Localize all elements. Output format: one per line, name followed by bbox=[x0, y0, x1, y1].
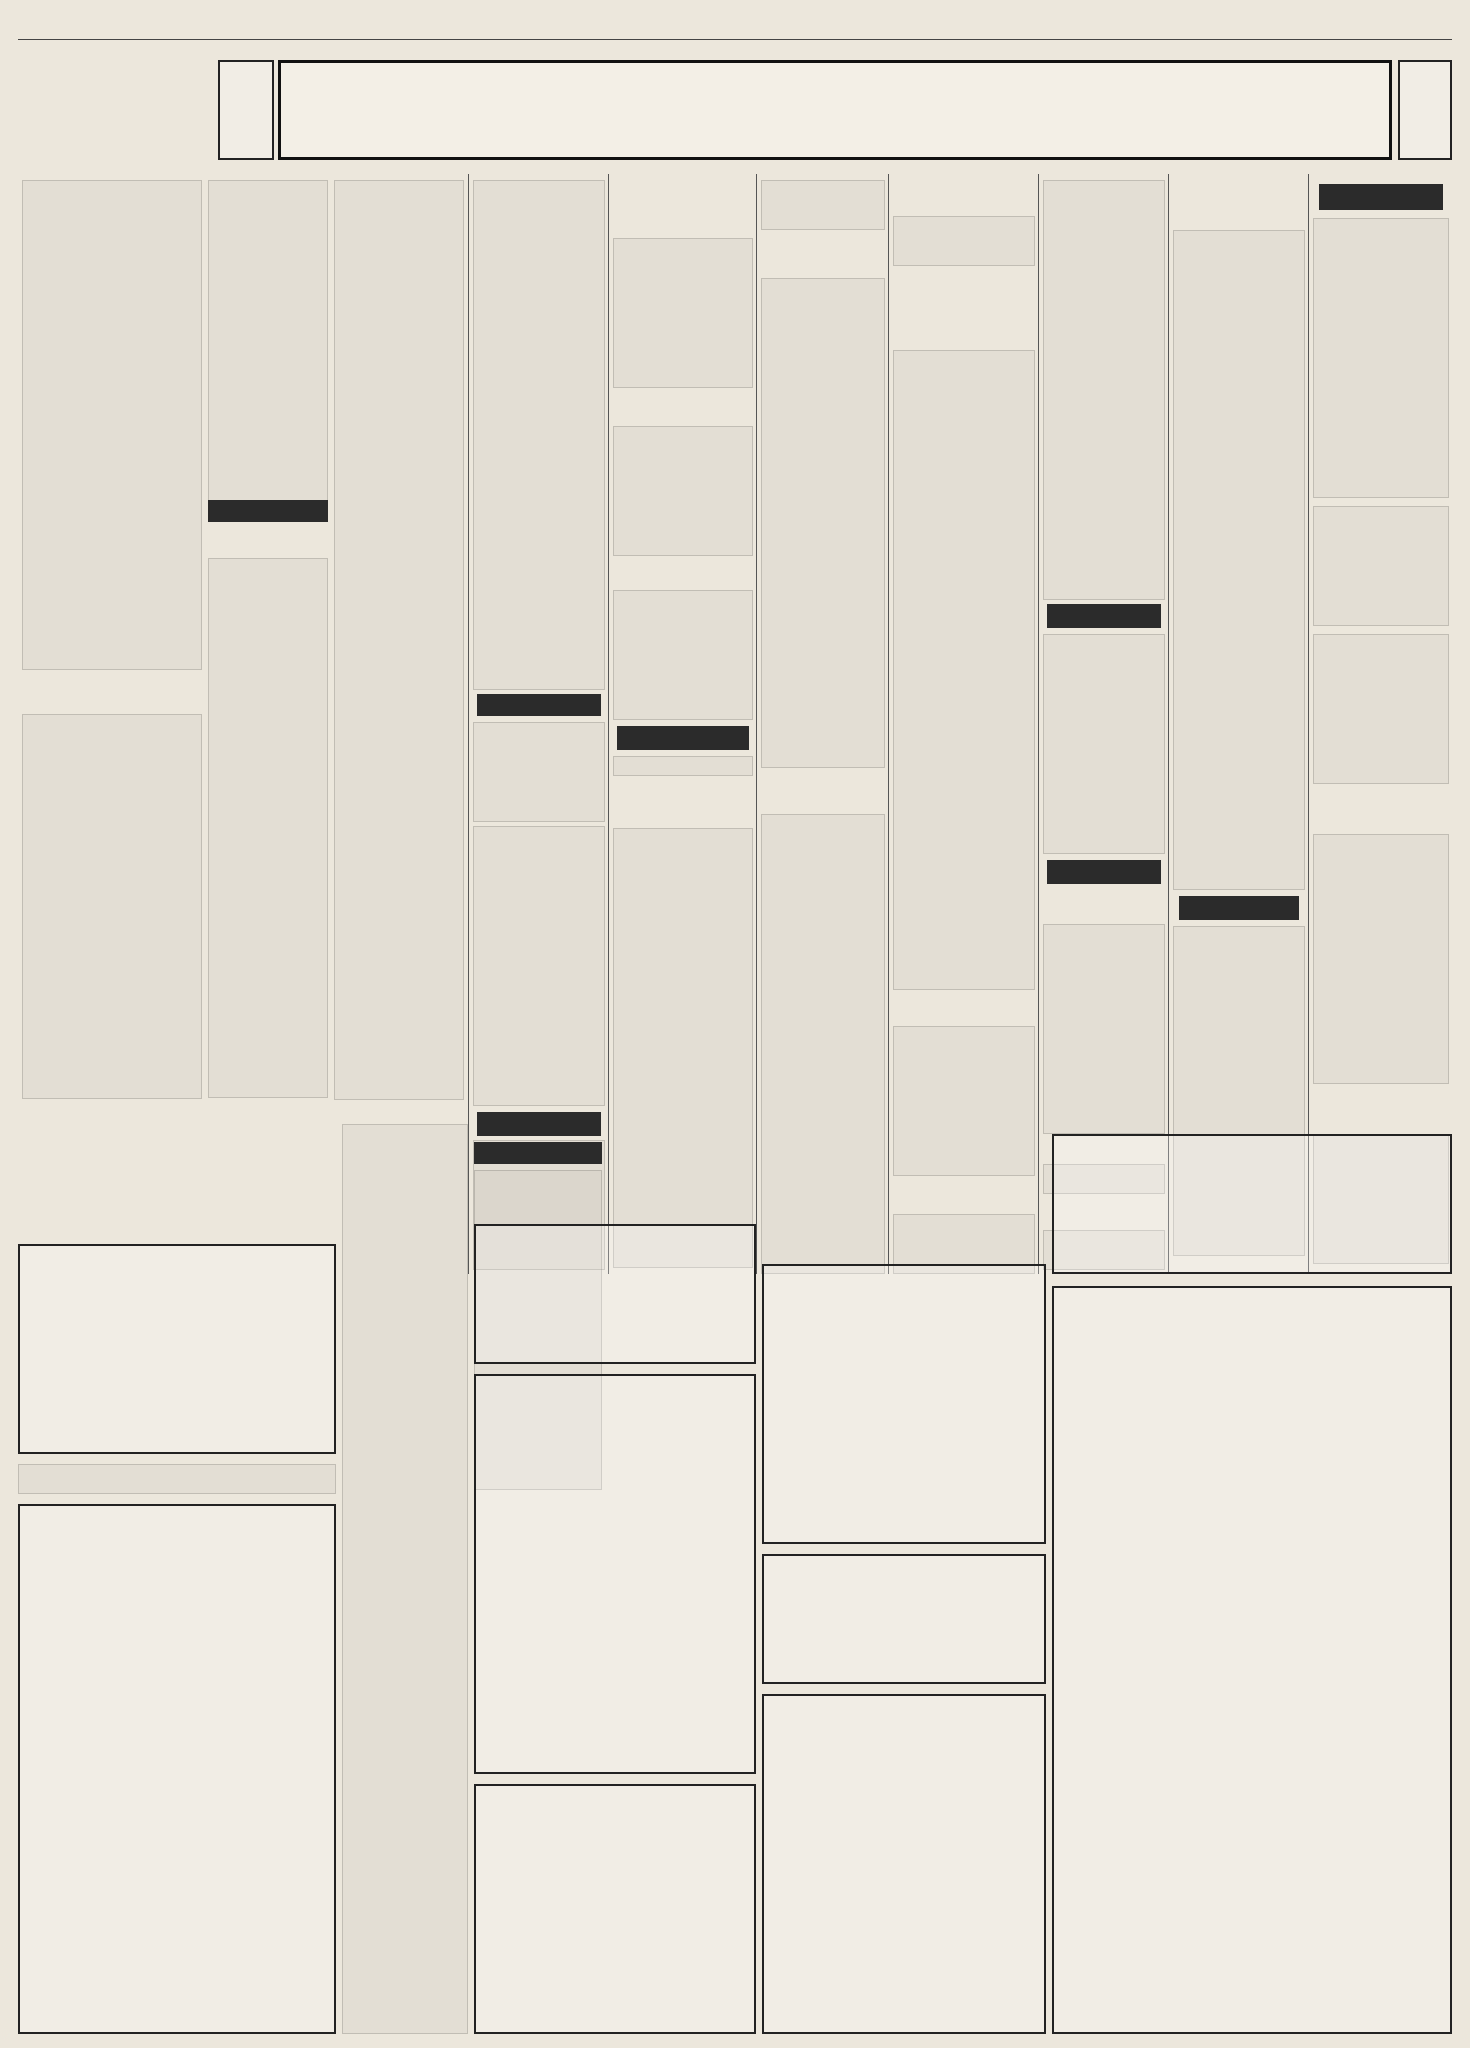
heading-forush-automobil bbox=[617, 726, 749, 750]
ad-estekhdam-table bbox=[1052, 1286, 1452, 2034]
ad-siemens-box bbox=[18, 1504, 336, 2034]
heading-kharid bbox=[1319, 1094, 1443, 1128]
ad-block bbox=[1313, 218, 1449, 498]
heading-television bbox=[1047, 890, 1161, 918]
jav-title bbox=[617, 782, 749, 822]
banner-illustration-left bbox=[218, 60, 274, 160]
heading-yakhchal bbox=[617, 562, 749, 586]
ad-block bbox=[613, 238, 753, 388]
ad-block bbox=[613, 590, 753, 720]
ad-block bbox=[1043, 924, 1165, 1134]
ad-block bbox=[18, 1464, 336, 1494]
ad-block bbox=[1313, 834, 1449, 1084]
ad-estekhdam-kashan bbox=[474, 1374, 756, 1774]
ad-owqaf bbox=[474, 1784, 756, 2034]
ad-block bbox=[208, 558, 328, 1098]
ad-jeep-block bbox=[762, 1554, 1046, 1684]
philips-title bbox=[897, 994, 1031, 1022]
ad-block bbox=[613, 828, 753, 1268]
column-2 bbox=[1168, 174, 1308, 1274]
ad-block bbox=[22, 714, 202, 1099]
ad-block bbox=[761, 278, 885, 768]
ad-construction-box bbox=[474, 1224, 756, 1364]
banner-illustration-right bbox=[1398, 60, 1452, 160]
ad-block bbox=[473, 722, 605, 822]
iran-electronic-title bbox=[897, 186, 1031, 212]
heading-mashin-alat bbox=[208, 500, 328, 522]
heading-gallery-farsh bbox=[1179, 188, 1299, 224]
heading-mobl-dekorasion bbox=[1179, 896, 1299, 920]
ad-block bbox=[342, 1124, 468, 2034]
ad-block bbox=[613, 756, 753, 776]
newspaper-page bbox=[18, 14, 1452, 2034]
ad-monaqese bbox=[762, 1694, 1046, 2034]
column-3 bbox=[1038, 174, 1168, 1274]
shufaj-title bbox=[617, 188, 749, 232]
column-4 bbox=[888, 174, 1038, 1274]
ad-block bbox=[22, 180, 202, 670]
heading-tv-antenna bbox=[1047, 604, 1161, 628]
ad-sadi-workshop bbox=[762, 1264, 1046, 1544]
column-8 bbox=[18, 174, 468, 1274]
heading-tamirat bbox=[1047, 860, 1161, 884]
ad-block bbox=[473, 826, 605, 1106]
heading-estekhdam bbox=[477, 1112, 601, 1136]
ad-block bbox=[1043, 180, 1165, 600]
ad-block bbox=[761, 180, 885, 230]
column-5 bbox=[756, 174, 888, 1274]
ad-block bbox=[208, 180, 328, 520]
ad-block bbox=[893, 350, 1035, 990]
heading-farsh-dast-aval bbox=[1319, 794, 1443, 826]
ad-american-garage bbox=[1313, 506, 1449, 626]
column-1 bbox=[1308, 174, 1452, 1274]
turbin-title bbox=[208, 524, 328, 552]
section-heading-asasiye bbox=[1319, 184, 1443, 210]
ad-block bbox=[1173, 230, 1305, 890]
heading-baray-automobil bbox=[474, 1142, 602, 1164]
ad-alibaba bbox=[1052, 1134, 1452, 1274]
ad-block bbox=[473, 180, 605, 690]
heading-furushgah-automobil bbox=[477, 694, 601, 716]
ad-block bbox=[613, 426, 753, 556]
ad-education-box bbox=[18, 1244, 336, 1454]
page-header bbox=[18, 14, 1452, 40]
ad-block bbox=[893, 1026, 1035, 1176]
heading-kular bbox=[617, 396, 749, 422]
heading-agahi-estekhdam bbox=[22, 684, 202, 710]
column-7 bbox=[468, 174, 608, 1274]
ad-block bbox=[893, 216, 1035, 266]
ad-block bbox=[1043, 634, 1165, 854]
ad-block bbox=[761, 814, 885, 1274]
banner bbox=[278, 60, 1392, 160]
ad-block bbox=[334, 180, 464, 1100]
ad-block bbox=[1313, 634, 1449, 784]
column-6 bbox=[608, 174, 756, 1274]
